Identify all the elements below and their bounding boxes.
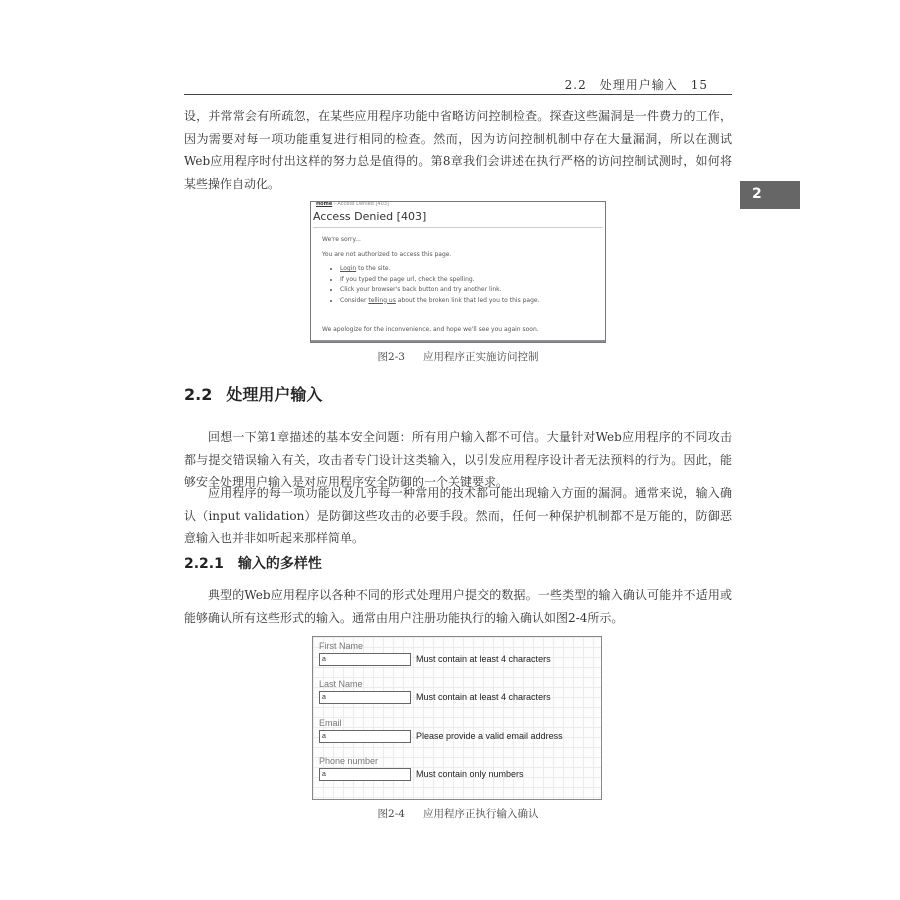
list-item-text: Click your browser's back button and try another link. [340, 286, 502, 293]
scrollbar-edge [311, 340, 605, 342]
breadcrumb [316, 201, 389, 207]
first-name-input[interactable]: a [319, 653, 411, 666]
last-name-error: Must contain at least 4 characters [416, 692, 551, 702]
chapter-tab-label: 2 [752, 186, 762, 202]
caption-number: 图2-4 [377, 808, 405, 820]
email-label: Email [319, 718, 342, 728]
phone-error: Must contain only numbers [416, 769, 524, 779]
list-item [340, 275, 540, 286]
first-name-label: First Name [319, 641, 364, 651]
email-input[interactable]: a [319, 730, 411, 743]
email-error: Please provide a valid email address [416, 731, 563, 741]
sorry-text: We're sorry... [322, 236, 361, 243]
section-number: 2.2 [184, 385, 213, 404]
list-item-text: about the broken link that led you to this page. [395, 296, 540, 304]
section-heading [184, 382, 322, 405]
breadcrumb-rest: › Access Denied [403] [332, 201, 389, 207]
figure-input-validation-form [312, 636, 602, 800]
list-item [340, 285, 540, 296]
paragraph-1: 设，并常常会有所疏忽，在某些应用程序功能中省略访问控制检查。探查这些漏洞是一件费力的工作，因为需要对每一项功能重复进行相同的检查。然而，因为访问控制机制中存在大量漏洞，所以在测试Web应用程序时付出这样的努力总是值得的。第8章我们会讲述在执行严格的访问控制试测时，如何将某些操作自动化。 [184, 109, 732, 191]
phone-input[interactable]: a [319, 768, 411, 781]
paragraph-2: 回想一下第1章描述的基本安全问题：所有用户输入都不可信。大量针对Web应用程序的不同攻击都与提交错误输入有关，攻击者专门设计这类输入，以引发应用程序设计者无法预料的行为。因此，能够安全处理用户输入是对应用程序安全防御的一个关键要求。 [184, 430, 732, 489]
form-row-first-name [319, 641, 599, 671]
first-name-error: Must contain at least 4 characters [416, 654, 551, 664]
help-list [332, 264, 540, 306]
figure-2-3-caption [184, 349, 732, 364]
form-row-last-name [319, 679, 599, 709]
list-item [340, 264, 540, 275]
access-denied-title: Access Denied [403] [313, 210, 427, 223]
apology-text: We apologize for the inconvenience, and hope we'll see you again soon. [322, 326, 539, 333]
phone-label: Phone number [319, 756, 379, 766]
last-name-label: Last Name [319, 679, 363, 689]
breadcrumb-home-link[interactable]: Home [316, 201, 333, 207]
figure-access-denied [310, 201, 606, 343]
paragraph-3: 应用程序的每一项功能以及几乎每一种常用的技术都可能出现输入方面的漏洞。通常来说，输入确认（input validation）是防御这些攻击的必要手段。然而，任何一种保护机制都不是万能的，防御恶意输入也并非如听起来那样简单。 [184, 486, 732, 545]
list-item-text: to the site. [356, 265, 391, 272]
last-name-input[interactable]: a [319, 691, 411, 704]
running-title: 2.2 处理用户输入 15 [564, 78, 708, 92]
paragraph-4: 典型的Web应用程序以各种不同的形式处理用户提交的数据。一些类型的输入确认可能并不适用或能够确认所有这些形式的输入。通常由用户注册功能执行的输入确认如图2-4所示。 [184, 588, 732, 625]
form-row-phone [319, 756, 599, 786]
caption-text: 应用程序正执行输入确认 [422, 808, 539, 820]
subsection-number: 2.2.1 [184, 556, 224, 572]
list-item-text: Consider [340, 296, 369, 304]
figure-2-4-caption [184, 806, 732, 821]
subsection-title: 输入的多样性 [237, 556, 322, 572]
login-link[interactable]: Login [340, 265, 357, 272]
list-item-text: If you typed the page url, check the spelling. [340, 275, 475, 283]
title-divider [313, 227, 603, 228]
form-row-email [319, 718, 599, 748]
telling-us-link[interactable]: telling us [368, 296, 396, 304]
list-item [340, 296, 540, 307]
subsection-heading [184, 553, 322, 573]
chapter-tab [740, 181, 800, 209]
not-authorized-text: You are not authorized to access this page. [322, 251, 452, 258]
caption-number: 图2-3 [377, 351, 405, 363]
caption-text: 应用程序正实施访问控制 [422, 351, 539, 363]
section-title: 处理用户输入 [226, 385, 323, 404]
running-header [184, 76, 732, 95]
